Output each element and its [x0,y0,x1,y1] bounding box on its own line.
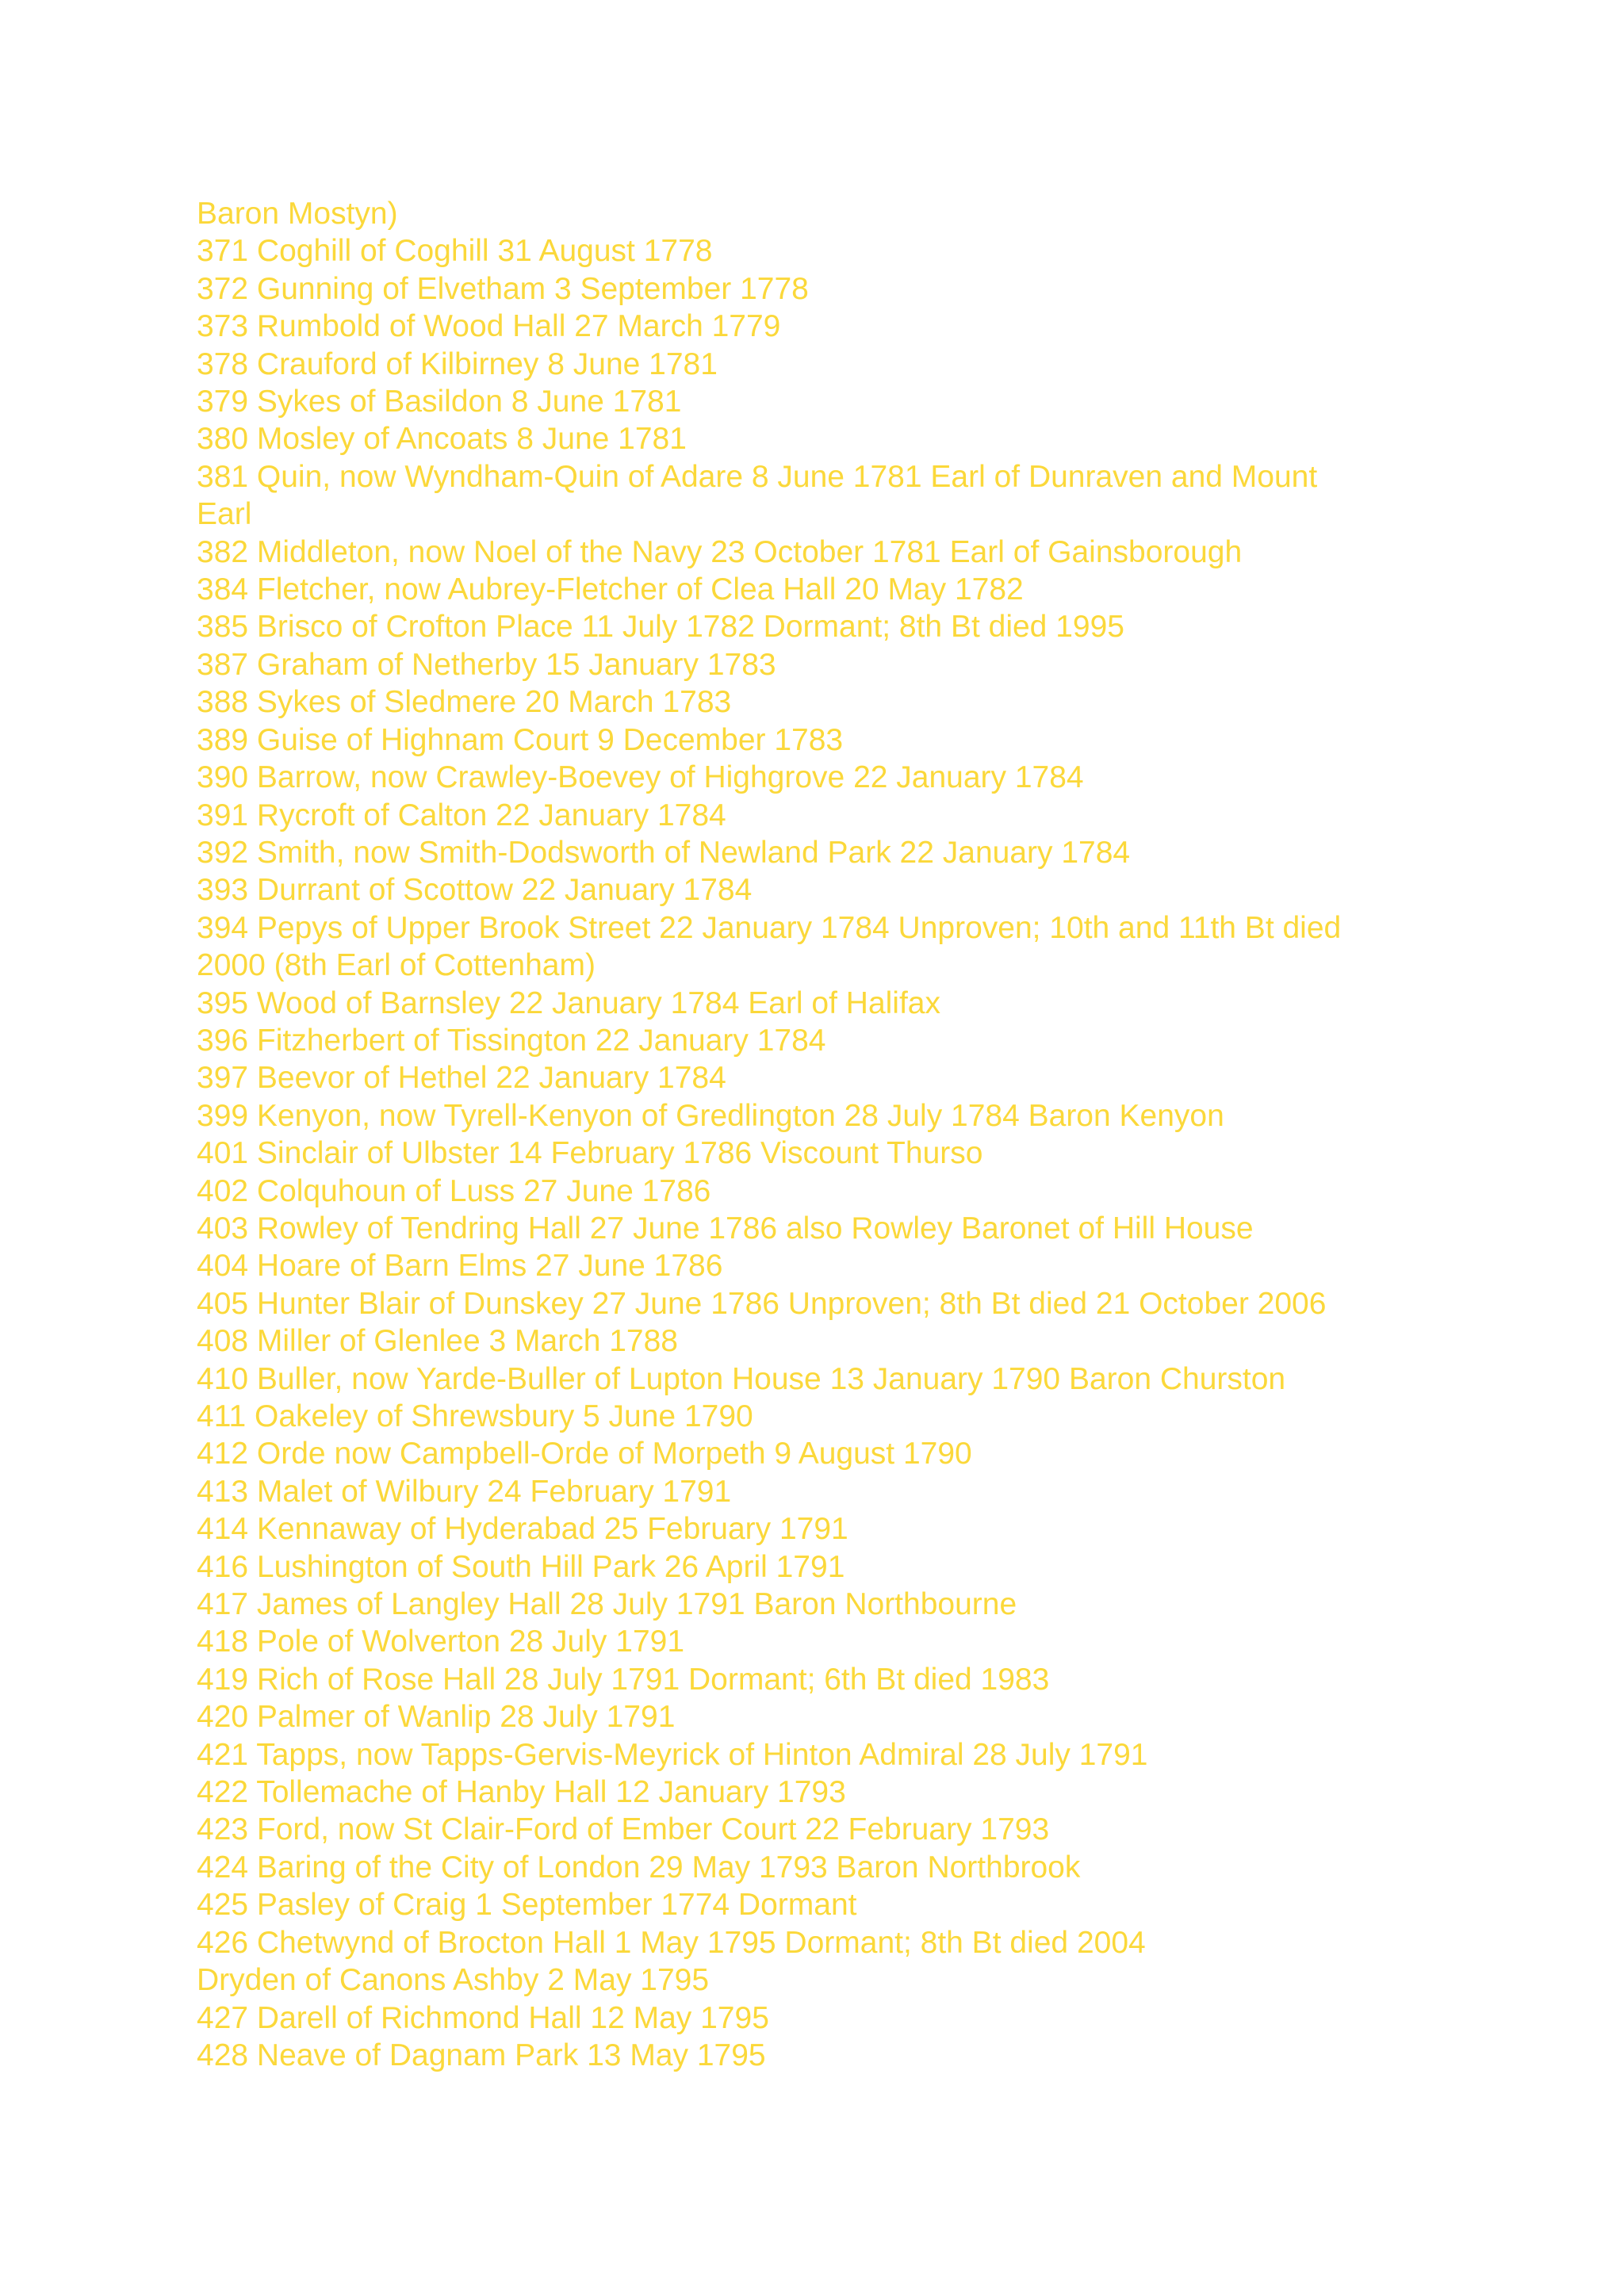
text-line: 391 Rycroft of Calton 22 January 1784 [197,798,726,832]
text-line: 403 Rowley of Tendring Hall 27 June 1786 also Rowley Baronet of Hill House [197,1211,1254,1246]
text-line: 373 Rumbold of Wood Hall 27 March 1779 [197,309,781,344]
text-line: 372 Gunning of Elvetham 3 September 1778 [197,271,809,306]
text-line: 422 Tollemache of Hanby Hall 12 January 1793 [197,1775,846,1810]
text-line: Baron Mostyn) [197,197,398,231]
text-line: 427 Darell of Richmond Hall 12 May 1795 [197,2000,769,2035]
text-line: 411 Oakeley of Shrewsbury 5 June 1790 [197,1399,753,1433]
text-line: 382 Middleton, now Noel of the Navy 23 October 1781 Earl of Gainsborough [197,534,1243,569]
text-line: 396 Fitzherbert of Tissington 22 January 1784 [197,1023,826,1058]
text-line: 413 Malet of Wilbury 24 February 1791 [197,1474,732,1509]
text-line: 388 Sykes of Sledmere 20 March 1783 [197,685,732,720]
text-line: 426 Chetwynd of Brocton Hall 1 May 1795 Dormant; 8th Bt died 2004 [197,1925,1146,1960]
text-line: 394 Pepys of Upper Brook Street 22 January 1784 Unproven; 10th and 11th Bt died [197,910,1342,945]
text-line: 405 Hunter Blair of Dunskey 27 June 1786 Unproven; 8th Bt died 21 October 2006 [197,1286,1327,1321]
text-line: 408 Miller of Glenlee 3 March 1788 [197,1324,678,1359]
text-line: 393 Durrant of Scottow 22 January 1784 [197,873,753,908]
text-line: 381 Quin, now Wyndham-Quin of Adare 8 June 1781 Earl of Dunraven and Mount [197,459,1318,494]
text-line: 420 Palmer of Wanlip 28 July 1791 [197,1700,676,1735]
document-page [197,195,1434,2074]
text-line: 418 Pole of Wolverton 28 July 1791 [197,1624,685,1659]
text-line: 385 Brisco of Crofton Place 11 July 1782 Dormant; 8th Bt died 1995 [197,610,1124,645]
text-line: 414 Kennaway of Hyderabad 25 February 1791 [197,1512,848,1547]
text-line: 404 Hoare of Barn Elms 27 June 1786 [197,1249,723,1284]
text-line: 397 Beevor of Hethel 22 January 1784 [197,1061,726,1096]
text-line: 379 Sykes of Basildon 8 June 1781 [197,385,682,419]
text-line: 384 Fletcher, now Aubrey-Fletcher of Clea Hall 20 May 1782 [197,572,1024,607]
text-line: 423 Ford, now St Clair-Ford of Ember Court 22 February 1793 [197,1812,1050,1847]
text-line: 392 Smith, now Smith-Dodsworth of Newland Park 22 January 1784 [197,835,1131,870]
text-line: 419 Rich of Rose Hall 28 July 1791 Dormant; 6th Bt died 1983 [197,1662,1050,1697]
text-line: 416 Lushington of South Hill Park 26 April 1791 [197,1549,845,1584]
text-line: 390 Barrow, now Crawley-Boevey of Highgrove 22 January 1784 [197,760,1084,795]
text-line: Earl [197,497,252,532]
text-line: 401 Sinclair of Ulbster 14 February 1786 Viscount Thurso [197,1136,983,1171]
text-line: 389 Guise of Highnam Court 9 December 1783 [197,722,844,757]
text-line: 425 Pasley of Craig 1 September 1774 Dormant [197,1888,857,1923]
text-line: 378 Crauford of Kilbirney 8 June 1781 [197,346,718,381]
text-line: Dryden of Canons Ashby 2 May 1795 [197,1963,710,1998]
text-line: 371 Coghill of Coghill 31 August 1778 [197,234,713,269]
text-line: 395 Wood of Barnsley 22 January 1784 Earl of Halifax [197,985,940,1020]
text-line: 417 James of Langley Hall 28 July 1791 Baron Northbourne [197,1587,1017,1622]
text-line: 412 Orde now Campbell-Orde of Morpeth 9 August 1790 [197,1437,972,1471]
text-line: 428 Neave of Dagnam Park 13 May 1795 [197,2038,766,2072]
text-line: 402 Colquhoun of Luss 27 June 1786 [197,1173,711,1208]
text-line: 380 Mosley of Ancoats 8 June 1781 [197,422,687,457]
text-line: 2000 (8th Earl of Cottenham) [197,948,596,983]
text-line: 399 Kenyon, now Tyrell-Kenyon of Gredlington 28 July 1784 Baron Kenyon [197,1098,1224,1133]
text-line: 387 Graham of Netherby 15 January 1783 [197,647,776,682]
text-line: 410 Buller, now Yarde-Buller of Lupton House 13 January 1790 Baron Churston [197,1361,1286,1396]
text-line: 421 Tapps, now Tapps-Gervis-Meyrick of Hinton Admiral 28 July 1791 [197,1737,1148,1772]
text-line: 424 Baring of the City of London 29 May 1793 Baron Northbrook [197,1850,1081,1885]
